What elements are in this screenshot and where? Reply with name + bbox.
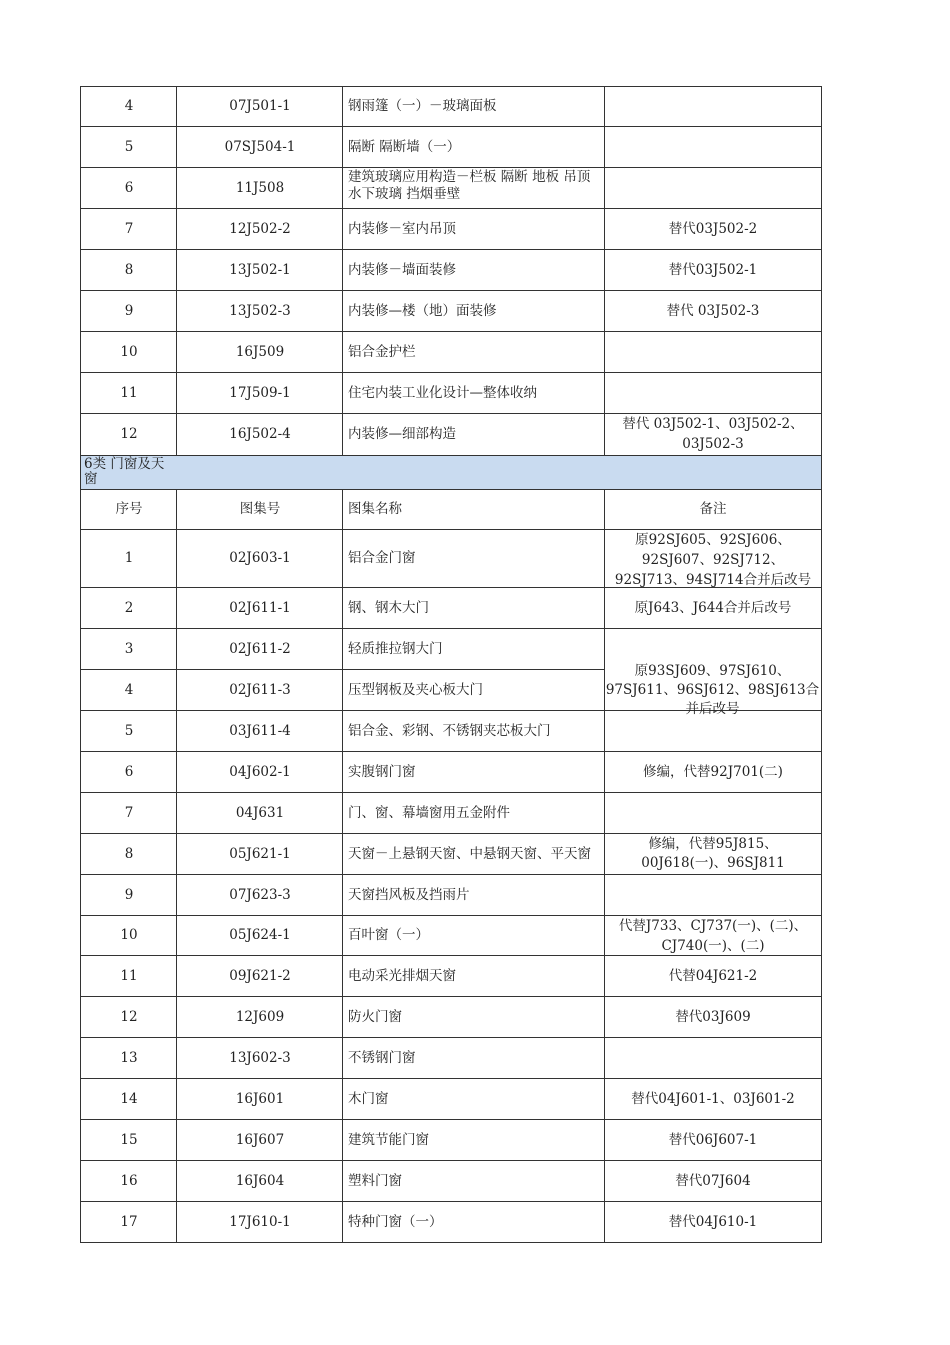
table-row — [80, 209, 822, 250]
cell-code[interactable]: 16J604 — [176, 1161, 343, 1202]
cell-no[interactable]: 9 — [80, 875, 177, 916]
cell-code[interactable]: 04J631 — [176, 793, 343, 834]
cell-code[interactable]: 05J621-1 — [176, 834, 343, 875]
cell-name[interactable]: 百叶窗（一） — [342, 916, 605, 956]
cell-code[interactable]: 07J623-3 — [176, 875, 343, 916]
cell-name[interactable]: 门、窗、幕墙窗用五金附件 — [342, 793, 605, 834]
cell-note[interactable]: 替代04J610-1 — [604, 1202, 822, 1243]
cell-note[interactable]: 替代07J604 — [604, 1161, 822, 1202]
cell-name[interactable]: 实腹钢门窗 — [342, 752, 605, 793]
cell-code[interactable]: 02J611-2 — [176, 629, 343, 670]
cell-name[interactable]: 压型钢板及夹心板大门 — [342, 670, 605, 711]
column-header-row — [80, 490, 822, 530]
cell-no[interactable]: 1 — [80, 530, 177, 588]
cell-no[interactable]: 7 — [80, 209, 177, 250]
table-row — [80, 414, 822, 456]
cell-code[interactable]: 16J509 — [176, 332, 343, 373]
cell-no[interactable]: 11 — [80, 956, 177, 997]
cell-code[interactable]: 07J501-1 — [176, 86, 343, 127]
cell-note[interactable] — [604, 916, 822, 956]
cell-no[interactable]: 13 — [80, 1038, 177, 1079]
cell-note[interactable] — [604, 530, 822, 588]
table-row — [80, 793, 822, 834]
cell-note-text: 原92SJ605、92SJ606、92SJ607、92SJ712、92SJ713、94SJ714合并后改号 — [614, 532, 812, 588]
table-row — [80, 168, 822, 209]
cell-no[interactable]: 5 — [80, 127, 177, 168]
cell-name[interactable]: 木门窗 — [342, 1079, 605, 1120]
cell-no[interactable]: 17 — [80, 1202, 177, 1243]
cell-name[interactable]: 建筑节能门窗 — [342, 1120, 605, 1161]
cell-name[interactable]: 天窗挡风板及挡雨片 — [342, 875, 605, 916]
cell-code[interactable]: 16J601 — [176, 1079, 343, 1120]
table-row — [80, 332, 822, 373]
cell-no[interactable]: 12 — [80, 997, 177, 1038]
cell-no[interactable]: 10 — [80, 332, 177, 373]
cell-note[interactable] — [604, 414, 822, 456]
header-note[interactable]: 备注 — [604, 490, 822, 530]
table-row — [80, 373, 822, 414]
cell-note[interactable]: 替代 03J502-3 — [604, 291, 822, 332]
cell-code[interactable]: 02J611-3 — [176, 670, 343, 711]
cell-name[interactable]: 轻质推拉钢大门 — [342, 629, 605, 670]
cell-code[interactable]: 16J502-4 — [176, 414, 343, 456]
header-name[interactable]: 图集名称 — [342, 490, 605, 530]
cell-code[interactable]: 13J602-3 — [176, 1038, 343, 1079]
cell-code[interactable]: 12J502-2 — [176, 209, 343, 250]
cell-no[interactable]: 6 — [80, 168, 177, 209]
cell-no[interactable]: 3 — [80, 629, 177, 670]
cell-name[interactable]: 内装修－墙面装修 — [342, 250, 605, 291]
header-code[interactable]: 图集号 — [176, 490, 343, 530]
table-row — [80, 997, 822, 1038]
cell-name[interactable]: 天窗－上悬钢天窗、中悬钢天窗、平天窗 — [342, 834, 605, 875]
cell-code[interactable]: 13J502-3 — [176, 291, 343, 332]
cell-code[interactable]: 16J607 — [176, 1120, 343, 1161]
cell-note[interactable] — [604, 127, 822, 168]
cell-name[interactable]: 电动采光排烟天窗 — [342, 956, 605, 997]
cell-code[interactable]: 04J602-1 — [176, 752, 343, 793]
table-row — [80, 834, 822, 875]
cell-note[interactable]: 替代03J502-1 — [604, 250, 822, 291]
table-row — [80, 752, 822, 793]
table-row — [80, 250, 822, 291]
cell-no[interactable]: 6 — [80, 752, 177, 793]
cell-note[interactable]: 修编，代替92J701(二) — [604, 752, 822, 793]
section-header[interactable] — [80, 456, 822, 490]
cell-no[interactable]: 8 — [80, 834, 177, 875]
cell-name[interactable]: 特种门窗（一） — [342, 1202, 605, 1243]
merged-group — [80, 629, 822, 752]
cell-no[interactable]: 15 — [80, 1120, 177, 1161]
cell-no[interactable]: 2 — [80, 588, 177, 629]
cell-note[interactable]: 原J643、J644合并后改号 — [604, 588, 822, 629]
cell-note[interactable] — [604, 1038, 822, 1079]
cell-note[interactable]: 代替04J621-2 — [604, 956, 822, 997]
table-row — [80, 1079, 822, 1120]
cell-no[interactable]: 4 — [80, 86, 177, 127]
cell-code[interactable]: 02J611-1 — [176, 588, 343, 629]
cell-no[interactable]: 10 — [80, 916, 177, 956]
table-row — [80, 588, 822, 629]
cell-name[interactable]: 内装修－室内吊顶 — [342, 209, 605, 250]
cell-note[interactable]: 修编，代替95J815、00J618(一)、96SJ811 — [604, 834, 822, 875]
cell-name[interactable]: 钢雨篷（一）－玻璃面板 — [342, 86, 605, 127]
cell-no[interactable]: 5 — [80, 711, 177, 752]
cell-note[interactable] — [604, 86, 822, 127]
cell-name[interactable]: 铝合金、彩钢、不锈钢夹芯板大门 — [342, 711, 605, 752]
cell-note[interactable]: 替代03J502-2 — [604, 209, 822, 250]
table-row — [80, 1120, 822, 1161]
cell-code[interactable]: 07SJ504-1 — [176, 127, 343, 168]
table-row — [80, 1202, 822, 1243]
cell-note-text: 替代 03J502-1、03J502-2、03J502-3 — [622, 416, 804, 452]
cell-code[interactable]: 03J611-4 — [176, 711, 343, 752]
cell-name[interactable]: 内装修—细部构造 — [342, 414, 605, 456]
table-row — [80, 127, 822, 168]
table-row — [80, 291, 822, 332]
table-row — [80, 916, 822, 956]
cell-no[interactable]: 7 — [80, 793, 177, 834]
cell-code[interactable]: 17J509-1 — [176, 373, 343, 414]
cell-no[interactable]: 4 — [80, 670, 177, 711]
cell-note[interactable]: 替代06J607-1 — [604, 1120, 822, 1161]
cell-code[interactable]: 05J624-1 — [176, 916, 343, 956]
cell-name[interactable]: 建筑玻璃应用构造－栏板 隔断 地板 吊顶 水下玻璃 挡烟垂壁 — [342, 168, 605, 209]
cell-name[interactable]: 不锈钢门窗 — [342, 1038, 605, 1079]
table-row — [80, 875, 822, 916]
table-row — [80, 1161, 822, 1202]
cell-note[interactable] — [604, 793, 822, 834]
merged-note-text: 原93SJ609、97SJ610、97SJ611、96SJ612、98SJ613合并后改号 — [604, 662, 822, 719]
spreadsheet-table — [80, 86, 822, 1243]
cell-note[interactable]: 替代03J609 — [604, 997, 822, 1038]
cell-code[interactable]: 11J508 — [176, 168, 343, 209]
cell-name[interactable]: 铝合金护栏 — [342, 332, 605, 373]
cell-name[interactable]: 隔断 隔断墙（一） — [342, 127, 605, 168]
cell-no[interactable]: 9 — [80, 291, 177, 332]
cell-code[interactable]: 02J603-1 — [176, 530, 343, 588]
cell-code[interactable]: 13J502-1 — [176, 250, 343, 291]
cell-name[interactable]: 铝合金门窗 — [342, 530, 605, 588]
section-label: 6类 门窗及天窗 — [84, 456, 165, 487]
cell-name[interactable]: 内装修—楼（地）面装修 — [342, 291, 605, 332]
cell-no[interactable]: 16 — [80, 1161, 177, 1202]
cell-no[interactable]: 14 — [80, 1079, 177, 1120]
cell-name[interactable]: 住宅内装工业化设计—整体收纳 — [342, 373, 605, 414]
table-row — [80, 1038, 822, 1079]
cell-no[interactable]: 11 — [80, 373, 177, 414]
table-row — [80, 86, 822, 127]
cell-note[interactable] — [604, 168, 822, 209]
cell-name[interactable]: 塑料门窗 — [342, 1161, 605, 1202]
cell-name[interactable]: 钢、钢木大门 — [342, 588, 605, 629]
cell-no[interactable]: 8 — [80, 250, 177, 291]
header-no[interactable]: 序号 — [80, 490, 177, 530]
cell-name[interactable]: 防火门窗 — [342, 997, 605, 1038]
cell-note[interactable]: 替代04J601-1、03J601-2 — [604, 1079, 822, 1120]
cell-code[interactable]: 17J610-1 — [176, 1202, 343, 1243]
cell-note[interactable] — [604, 332, 822, 373]
cell-note[interactable] — [604, 373, 822, 414]
table-row — [80, 530, 822, 588]
cell-note[interactable] — [604, 875, 822, 916]
cell-code[interactable]: 12J609 — [176, 997, 343, 1038]
table-row — [80, 956, 822, 997]
cell-no[interactable]: 12 — [80, 414, 177, 456]
cell-note-text: 代替J733、CJ737(一)、(二)、CJ740(一)、(二) — [618, 918, 808, 954]
cell-code[interactable]: 09J621-2 — [176, 956, 343, 997]
